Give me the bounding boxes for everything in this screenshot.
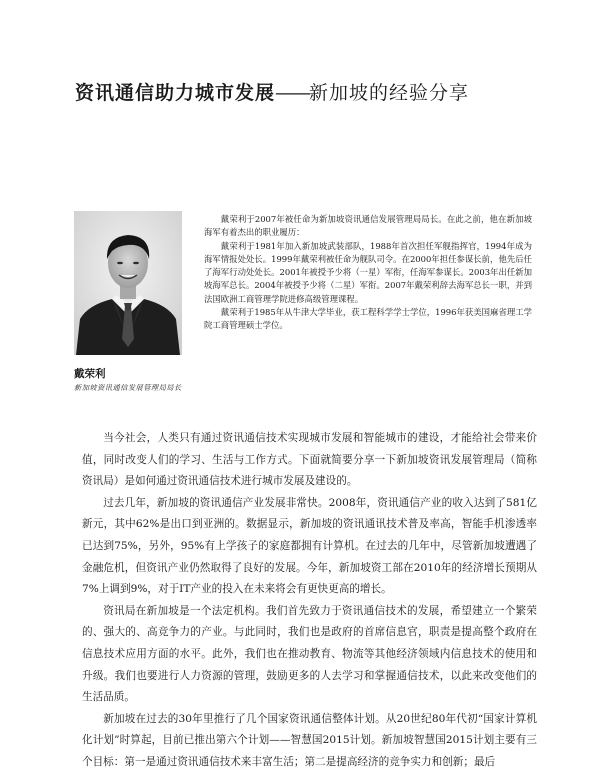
author-name: 戴荣利 <box>74 368 106 380</box>
bio-paragraph: 戴荣利于2007年被任命为新加坡资讯通信发展管理局局长。在此之前，他在新加坡海军有着杰出的职业履历： <box>204 214 532 238</box>
author-bio <box>204 213 532 333</box>
author-role: 新加坡资讯通信发展管理局局长 <box>74 383 182 392</box>
article-subtitle: 新加坡的经验分享 <box>309 82 470 104</box>
body-paragraph: 新加坡在过去的30年里推行了几个国家资讯通信整体计划。从20世纪80年代初“国家计算机化计划”时算起，目前已推出第六个计划——智慧国2015计划。新加坡智慧国2015计划主要有三个目标：第一是通过资讯通信技术来丰富生活；第二是提高经济的竞争实力和创新；最后 <box>82 712 537 768</box>
article-title-dash: —— <box>275 82 310 104</box>
body-paragraph: 过去几年，新加坡的资讯通信产业发展非常快。2008年，资讯通信产业的收入达到了581亿新元，其中62%是出口到亚洲的。数据显示，新加坡的资讯通讯技术普及率高，智能手机渗透率已达到75%，另外，95%有上学孩子的家庭都拥有计算机。在过去的几年中，尽管新加坡遭遇了金融危机，但资讯产业仍然取得了良好的发展。今年，新加坡资工部在2010年的经济增长预期从7%上调到9%，对于IT产业的投入在未来将会有更快更高的增长。 <box>82 496 537 596</box>
bio-paragraph: 戴荣利于1985年从牛津大学毕业，获工程科学学士学位，1996年获美国麻省理工学院工商管理硕士学位。 <box>204 307 532 331</box>
body-paragraph: 当今社会，人类只有通过资讯通信技术实现城市发展和智能城市的建设，才能给社会带来价值，同时改变人们的学习、生活与工作方式。下面就简要分享一下新加坡资讯发展管理局（简称资讯局）是如何通过资讯通信技术进行城市发展及建设的。 <box>82 432 537 488</box>
article-body <box>82 428 537 774</box>
body-paragraph: 资讯局在新加坡是一个法定机构。我们首先致力于资讯通信技术的发展，希望建立一个繁荣的、强大的、高竞争力的产业。与此同时，我们也是政府的首席信息官，职责是提高整个政府在信息技术应用方面的水平。此外，我们也在推动教育、物流等其他经济领域内信息技术的使用和升级。我们也要进行人力资源的管理，鼓励更多的人去学习和掌握通信技术，以此来改变他们的生活品质。 <box>82 604 537 704</box>
bio-paragraph: 戴荣利于1981年加入新加坡武装部队，1988年首次担任军舰指挥官，1994年成为海军情报处处长。1999年戴荣利被任命为舰队司令。在2000年担任参谋长前，他先后任了海军行动处处长。2001年被授予少将（一星）军衔，任海军参谋长。2003年出任新加坡海军总长。2004年被授予少将（二星）军衔。2007年戴荣利辞去海军总长一职，并到法国欧洲工商管理学院进修高级管理课程。 <box>204 240 532 304</box>
article-title <box>75 80 575 106</box>
author-photo <box>74 211 182 355</box>
article-title-main: 资讯通信助力城市发展 <box>75 82 276 104</box>
